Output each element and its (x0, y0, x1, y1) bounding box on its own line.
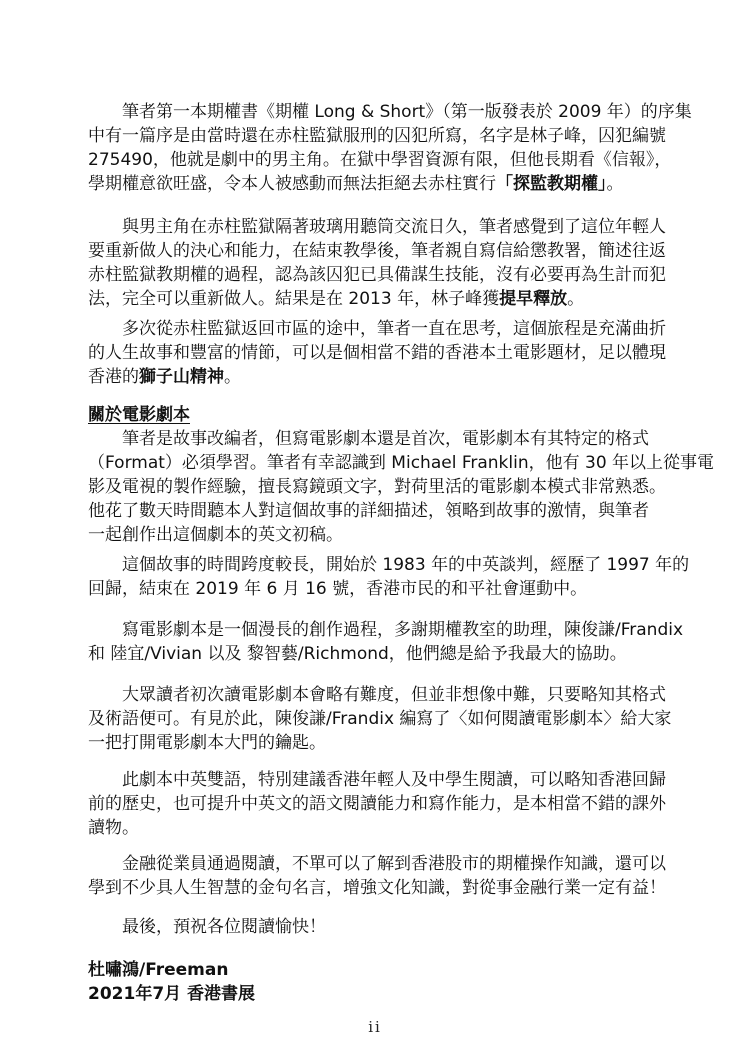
text-run: 影及電視的製作經驗，擅長寫鏡頭文字，對荷里活的電影劇本模式非常熟悉。 (88, 477, 666, 497)
text-run: 這個故事的時間跨度較長，開始於 1983 年的中英談判，經歷了 1997 年的 (88, 555, 690, 575)
paragraph-reading-guide (88, 683, 698, 755)
text-run: 。 (224, 367, 241, 387)
author-name: 杜嘯鴻/Freeman (88, 960, 229, 980)
date-place: 2021年7月 香港書展 (88, 984, 256, 1004)
text-line (88, 172, 698, 196)
text-line (88, 427, 698, 451)
text-run: 赤柱監獄教期權的過程，認為該囚犯已具備謀生技能，沒有必要再為生計而犯 (88, 265, 666, 285)
text-line (88, 792, 698, 816)
text-line (88, 553, 698, 577)
text-run: 和 陸宜/Vivian 以及 黎智藝/Richmond，他們總是給予我最大的協助。 (88, 644, 627, 664)
text-run: 及術語便可。有見於此，陳俊謙/Frandix 編寫了〈如何閱讀電影劇本〉給大家 (88, 709, 672, 729)
text-line (88, 876, 698, 900)
text-run: 學期權意欲旺盛，令本人被感動而無法拒絕去赤柱實行 (88, 174, 496, 194)
text-line (88, 124, 698, 148)
emphasis-text: 獅子山精神 (139, 367, 224, 387)
text-run: 最後，預祝各位閱讀愉快！ (88, 917, 326, 937)
text-line (88, 451, 715, 475)
paragraph-film-idea (88, 317, 698, 389)
emphasis-text: 提早釋放 (499, 289, 568, 309)
text-run: 讀物。 (88, 818, 139, 838)
text-line (88, 341, 698, 365)
paragraph-timeline (88, 553, 698, 601)
text-run: 中有一篇序是由當時還在赤柱監獄服刑的囚犯所寫，名字是林子峰，囚犯編號 (88, 126, 666, 146)
text-line (88, 148, 698, 172)
text-run: 前的歷史，也可提升中英文的語文閱讀能力和寫作能力，是本相當不錯的課外 (88, 794, 666, 814)
text-run: 一把打開電影劇本大門的鑰匙。 (88, 733, 326, 753)
text-run: 的人生故事和豐富的情節，可以是個相當不錯的香港本土電影題材，足以體現 (88, 343, 666, 363)
text-line (88, 365, 698, 389)
text-run: 與男主角在赤柱監獄隔著玻璃用聽筒交流日久，筆者感覺到了這位年輕人 (88, 217, 666, 237)
paragraph-bilingual (88, 768, 698, 840)
paragraph-prison-teaching (88, 215, 698, 311)
text-line (88, 618, 698, 642)
text-line (88, 403, 698, 427)
text-line (88, 287, 698, 311)
paragraph-first-book (88, 100, 698, 196)
text-run: 學到不少具人生智慧的金句名言，增強文化知識，對從事金融行業一定有益！ (88, 878, 666, 898)
text-line (88, 683, 698, 707)
text-line (88, 852, 698, 876)
text-run: 大眾讀者初次讀電影劇本會略有難度，但並非想像中難，只要略知其格式 (88, 685, 666, 705)
text-run: 此劇本中英雙語，特別建議香港年輕人及中學生閱讀，可以略知香港回歸 (88, 770, 666, 790)
text-run: 他花了數天時間聽本人對這個故事的詳細描述，領略到故事的激情，與筆者 (88, 501, 649, 521)
text-line (88, 475, 698, 499)
signature-block (88, 958, 698, 1006)
paragraph-thanks (88, 618, 698, 666)
text-run: 回歸，結束在 2019 年 6 月 16 號，香港市民的和平社會運動中。 (88, 579, 588, 599)
text-line (88, 239, 698, 263)
text-line (88, 317, 698, 341)
text-line (88, 263, 698, 287)
text-run: 275490，他就是劇中的男主角。在獄中學習資源有限，但他長期看《信報》， (88, 150, 672, 170)
section-heading: 關於電影劇本 (88, 405, 190, 425)
text-line (88, 731, 698, 755)
text-line (88, 816, 698, 840)
text-run: 。 (606, 174, 624, 194)
text-line (88, 768, 698, 792)
text-run: 一起創作出這個劇本的英文初稿。 (88, 525, 343, 545)
paragraph-closing (88, 915, 698, 939)
text-line (88, 915, 698, 939)
text-line (88, 707, 698, 731)
text-run: 香港的 (88, 367, 139, 387)
text-run: 要重新做人的決心和能力，在結束教學後，筆者親自寫信給懲教署，簡述往返 (88, 241, 666, 261)
text-line (88, 577, 698, 601)
text-run: 多次從赤柱監獄返回市區的途中，筆者一直在思考，這個旅程是充滿曲折 (88, 319, 666, 339)
text-line (88, 523, 698, 547)
text-line (88, 215, 698, 239)
paragraph-finance-readers (88, 852, 698, 900)
text-run: 。 (567, 289, 585, 309)
text-line (88, 100, 698, 124)
text-line (88, 642, 698, 666)
text-run: 金融從業員通過閱讀，不單可以了解到香港股市的期權操作知識，還可以 (88, 854, 666, 874)
text-line (88, 499, 698, 523)
text-run: 筆者第一本期權書《期權 Long & Short》（第一版發表於 2009 年）的序集 (88, 102, 692, 122)
text-run: 法，完全可以重新做人。結果是在 2013 年，林子峰獲 (88, 289, 500, 309)
text-run: （Format）必須學習。筆者有幸認識到 Michael Franklin，他有 30 年以上從事電 (88, 453, 715, 473)
section-about-screenplay (88, 403, 715, 547)
text-run: 筆者是故事改編者，但寫電影劇本還是首次，電影劇本有其特定的格式 (88, 429, 649, 449)
text-run: 寫電影劇本是一個漫長的創作過程，多謝期權教室的助理，陳俊謙/Frandix (88, 620, 684, 640)
emphasis-text: 「探監教期權」 (496, 174, 607, 194)
page-number: ii (368, 1018, 382, 1036)
